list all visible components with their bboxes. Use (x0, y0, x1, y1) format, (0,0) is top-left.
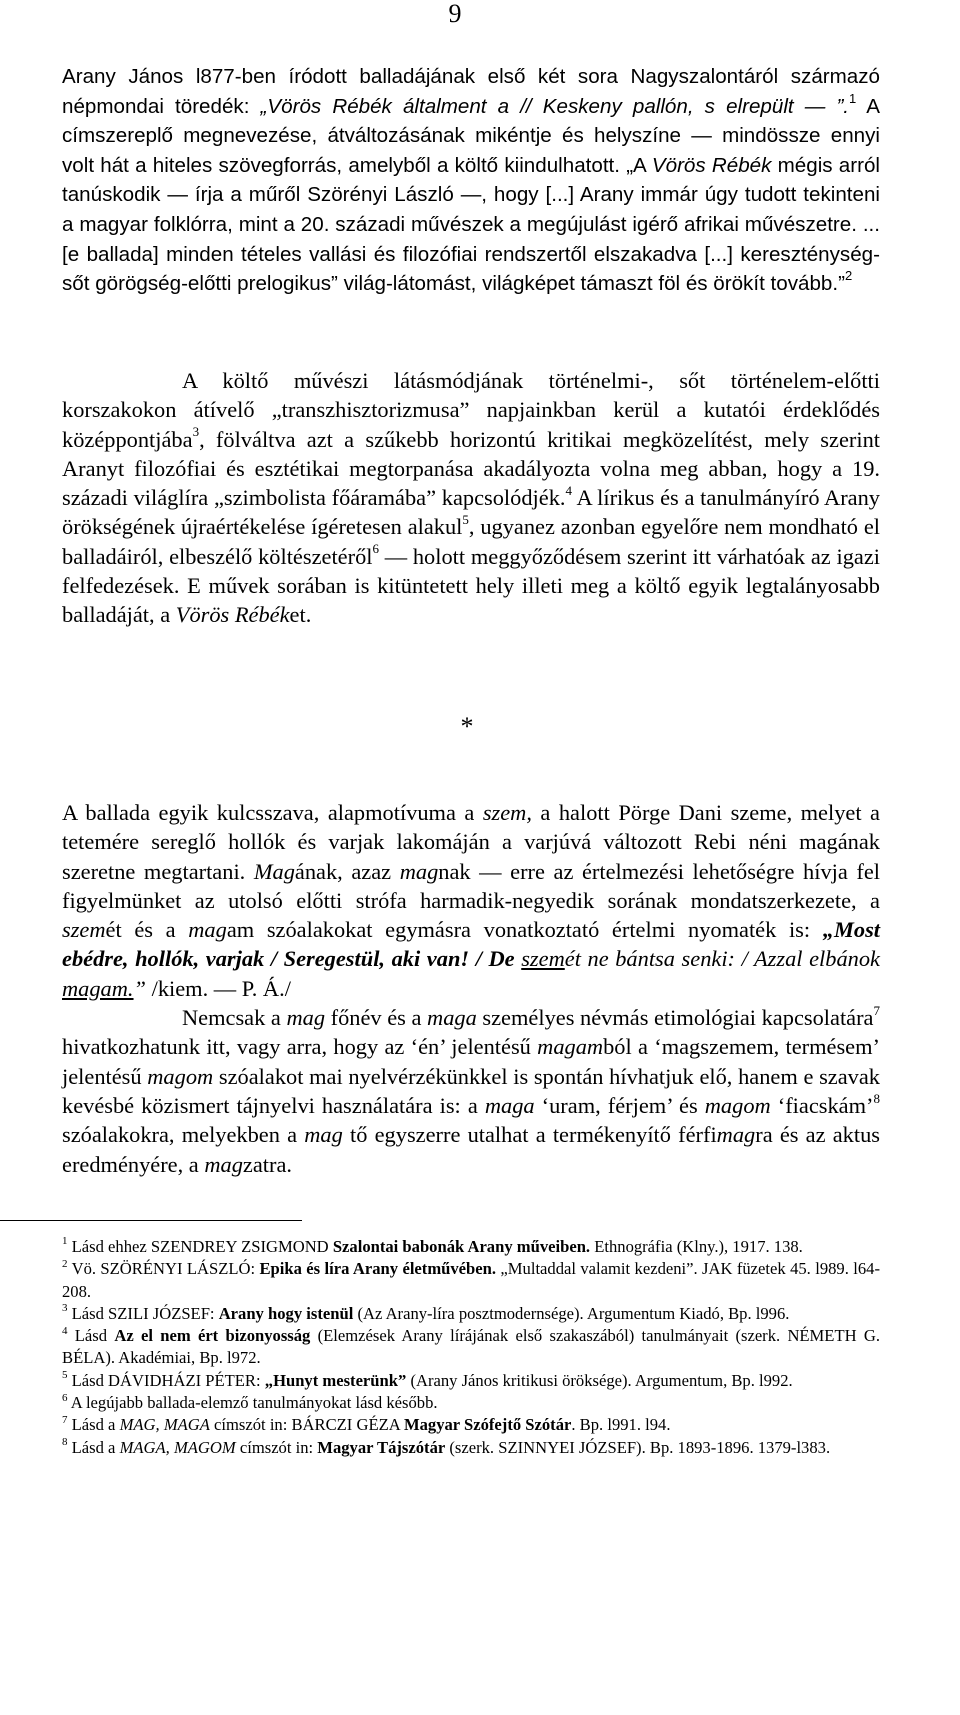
footnote-ref-7[interactable]: 7 (873, 1002, 880, 1018)
footnote-7: $^7$ Lásd a MAG, MAGA címszót in: BÁRCZI GÉZA Magyar Szófejtő Szótár. Bp. l991. l94. (62, 1413, 671, 1435)
paragraph-4: Nemcsak a mag főnév és a maga személyes névmás etimológiai kapcsolatára$^7$ hivatkozhatunk itt, vagy arra, hogy az ‘én’ jelentésű magamból a ‘magszemem, termésem’ jelentésű magom szóalakot mai nyelvérzékünkkel is spontán hívhatjuk elő, hanem e szavak kevésbé közismert tájnyelvi használatára is: a maga ‘uram, férjem’ és magom ‘fiacskám’$^8$ szóalakokra, melyekben a mag tő egyszerre utalhat a termékenyítő férfimagra és az aktus eredményére, a magzatra. (62, 1002, 880, 1177)
footnote-8: $^8$ Lásd a MAGA, MAGOM címszót in: Magyar Tájszótár (szerk. SZINNYEI JÓZSEF). Bp. 1893-1896. 1379-l383. (62, 1436, 831, 1457)
footnote-4: $^4$ Lásd Az el nem ért bizonyosság (Elemzések Arany lírájának első szakaszából) tanulmányait (szerk. NÉMETH G. BÉLA). Akadémiai, Bp. l972. (62, 1324, 880, 1368)
footnote-ref-8[interactable]: 8 (873, 1090, 880, 1106)
footnote-6: $^6$ A legújabb ballada-elemző tanulmányokat lásd később. (62, 1391, 438, 1413)
footnote-ref-1[interactable]: 1 (849, 90, 857, 106)
footnote-3: $^3$ Lásd SZILI JÓZSEF: Arany hogy istenül (Az Arany-líra posztmodernsége). Argumentum Kiadó, Bp. l996. (62, 1302, 790, 1323)
footnote-ref-5[interactable]: 5 (462, 512, 469, 528)
section-separator: * (460, 712, 474, 741)
footnote-rule (0, 1220, 302, 1221)
folk-quote: „Vörös Rébék általment a // Keskeny pallón, s elrepült — ”. (260, 94, 850, 118)
paragraph-3: A ballada egyik kulcsszava, alapmotívuma a szem, a halott Pörge Dani szeme, melyet a tetemére sereglő hollók és varjak lakomáján a varjúvá változott Rebi néni magának szeretne megtartani. Magának, azaz magnak — erre az értelmezési lehetőségre hívja fel figyelmünket az utolsó előtti strófa harmadik-negyedik sorának mondatszerkezete, a szemét és a magam szóalakokat egymásra vonatkoztató értelmi nyomaték is: „Most ebédre, hollók, varjak / Seregestül, aki van! / De szemét ne bántsa senki: / Azzal elbánok magam.” /kiem. — P. Á./ (62, 800, 881, 1001)
page-number: 9 (448, 0, 462, 28)
paragraph-1: Arany János l877-ben íródott balladájának első két sora Nagyszalontáról származó népmondai töredék: „Vörös Rébék általment a // Keskeny pallón, s elrepült — ”.$^1$ A címszereplő megnevezése, átváltozásának mikéntje és helyszíne — mindössze ennyi volt hát a hiteles szövegforrás, amelyből a költő kiindulhatott. „A Vörös Rébék mégis arról tanúskodik — írja a műről Szörényi László —, hogy [...] Arany immár úgy tudott tekinteni a magyar folklórra, mint a 20. századi művészek a megújulást igérő afrikai művészetre. ... [e ballada] minden tételes vallási és filozófiai rendszertől elszakadva [...] kereszténység- sőt görögség-előtti prelogikus” világ-látomást, világképet támaszt föl és örökít tovább.”$^2$ (62, 65, 880, 296)
footnote-ref-4[interactable]: 4 (565, 482, 572, 498)
footnote-2: $^2$ Vö. SZÖRÉNYI LÁSZLÓ: Epika és líra Arany életművében. „Multaddal valamit kezdeni”. JAK füzetek 45. l989. l64-208. (62, 1257, 880, 1301)
paragraph-2: A költő művészi látásmódjának történelmi-, sőt történelem-előtti korszakokon átívelő „transzhisztorizmusa” napjainkban kerül a kutatói érdeklődés középpontjába$^3$, fölváltva azt a szűkebb horizontú kritikai megközelítést, mely szerint Aranyt filozófiai és esztétikai megtorpanása akadályozta volna meg abban, hogy a 19. századi világlíra „szimbolista főáramába” kapcsolódjék.$^4$ A lírikus és a tanulmányíró Arany örökségének újraértékelése ígéretesen alakul$^5$, ugyanez azonban egyelőre nem mondható el balladáiról, elbeszélő költészetéről$^6$ — holott meggyőződésem szerint itt várhatóak az igazi felfedezések. E művek sorában is kitüntetett hely illeti meg a költő egyik legtalányosabb balladáját, a Vörös Rébéket. (62, 368, 880, 628)
intro-section-serif (62, 366, 880, 630)
ballad-quote: „Most ebédre, hollók, varjak / Seregestül, aki van! / De szemét ne bántsa senki: / Azzal elbánok magam.” (62, 917, 880, 1001)
work-title: Vörös Rébék (175, 602, 290, 628)
footnote-ref-2[interactable]: 2 (844, 268, 853, 284)
analysis-section (62, 798, 880, 1179)
footnotes (62, 1236, 880, 1459)
work-title: Vörös Rébék (651, 153, 772, 177)
intro-section (62, 62, 880, 299)
footnote-ref-3[interactable]: 3 (192, 424, 200, 440)
footnote-1: $^1$ Lásd ehhez SZENDREY ZSIGMOND Szalontai babonák Arany műveiben. Ethnográfia (Klny.), 1917. 138. (62, 1235, 803, 1256)
footnote-5: $^5$ Lásd DÁVIDHÁZI PÉTER: „Hunyt mesterünk” (Arany János kritikusi öröksége). Argumentum, Bp. l992. (62, 1369, 793, 1390)
footnote-ref-6[interactable]: 6 (372, 541, 379, 557)
